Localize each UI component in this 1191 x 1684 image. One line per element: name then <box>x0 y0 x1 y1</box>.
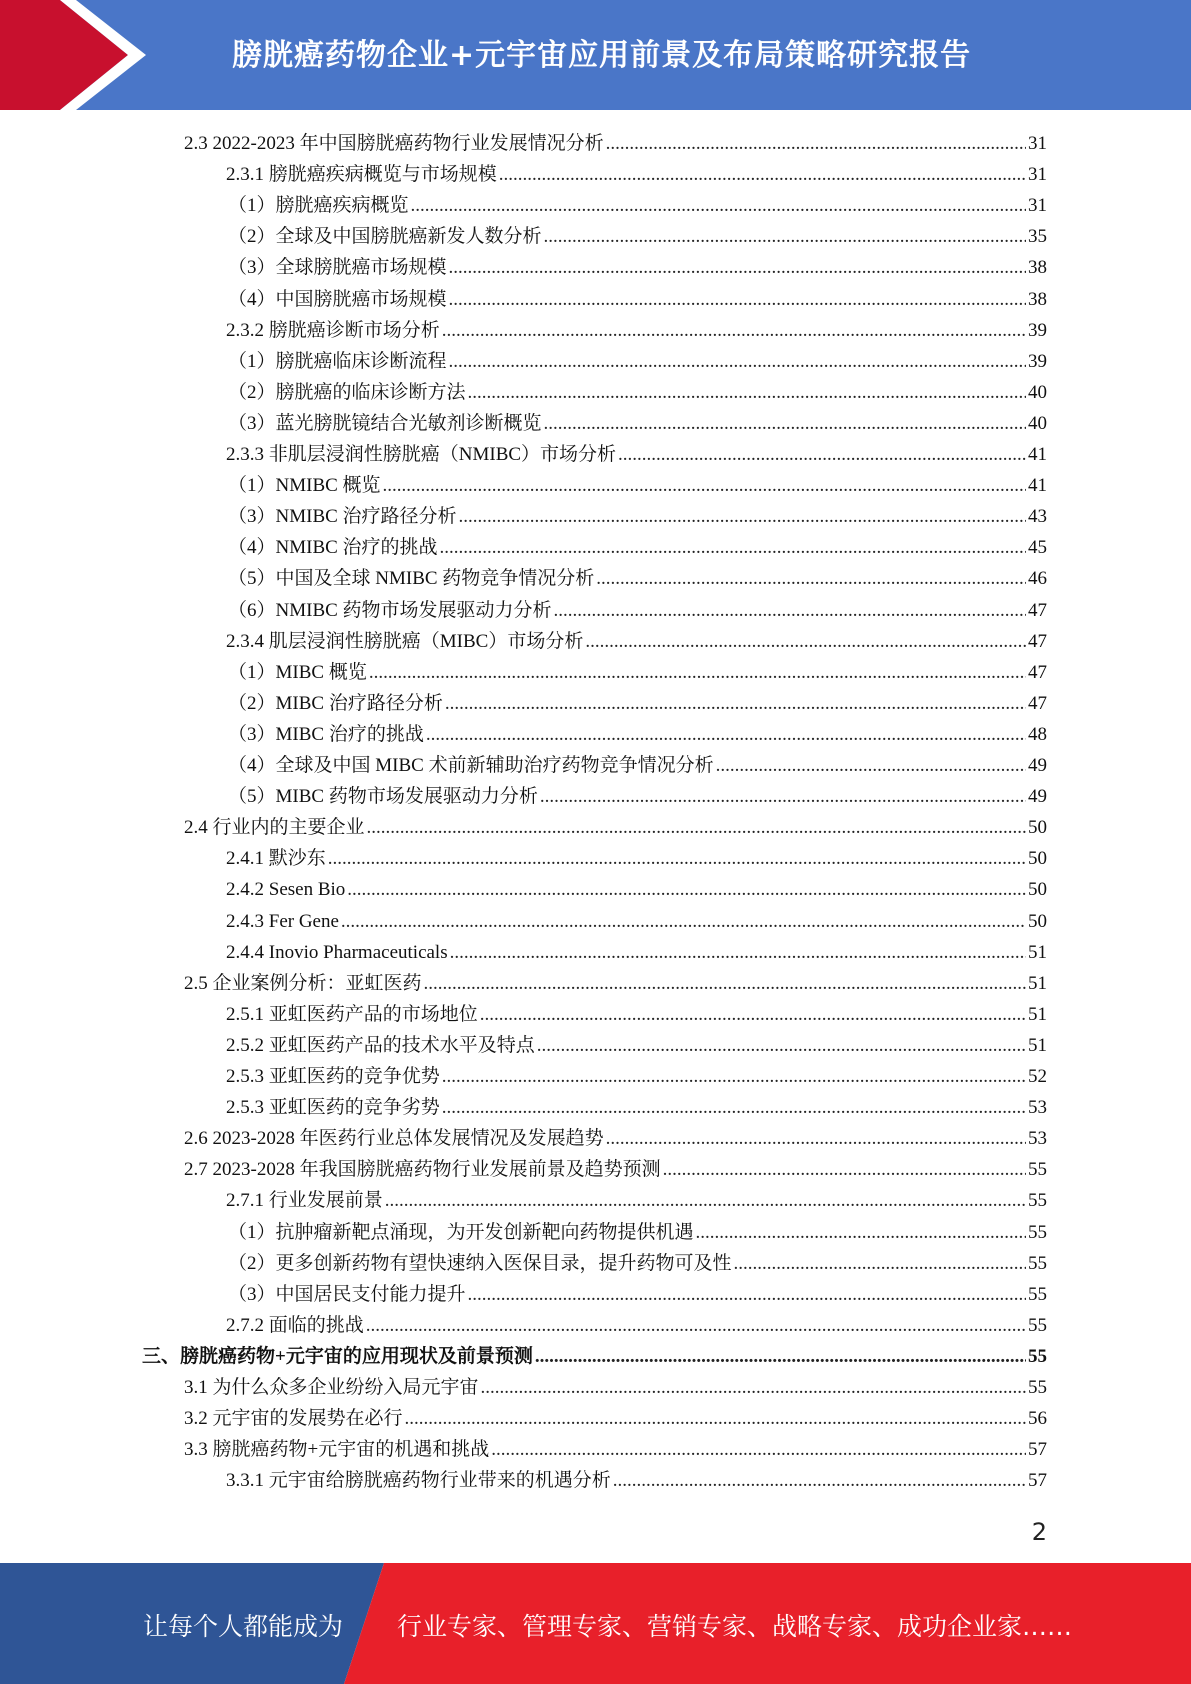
toc-entry-page: 49 <box>1028 786 1047 808</box>
toc-entry-page: 57 <box>1028 1470 1047 1492</box>
footer-banner <box>0 1563 1191 1684</box>
toc-leader-dots <box>468 377 1026 408</box>
toc-leader-dots <box>445 688 1026 719</box>
toc-entry-page: 51 <box>1028 1003 1047 1025</box>
toc-entry[interactable] <box>228 1248 1047 1279</box>
toc-entry-page: 47 <box>1028 692 1047 714</box>
toc-leader-dots <box>618 439 1026 470</box>
toc-entry-page: 50 <box>1028 879 1047 901</box>
toc-leader-dots <box>450 937 1026 968</box>
toc-leader-dots <box>341 906 1026 937</box>
toc-entry-label: 2.5.1 亚虹医药产品的市场地位 <box>226 1003 478 1025</box>
toc-entry-label: 2.7.1 行业发展前景 <box>226 1190 383 1212</box>
footer-slogan-left: 让每个人都能成为 <box>143 1612 344 1641</box>
toc-entry-page: 48 <box>1028 723 1047 745</box>
toc-entry[interactable] <box>228 688 1047 719</box>
toc-entry-label: （3）蓝光膀胱镜结合光敏剂诊断概览 <box>228 412 542 434</box>
toc-entry-label: （2）更多创新药物有望快速纳入医保目录，提升药物可及性 <box>228 1252 732 1274</box>
toc-entry-label: （3）中国居民支付能力提升 <box>228 1283 466 1305</box>
toc-entry-label: （5）MIBC 药物市场发展驱动力分析 <box>228 786 538 808</box>
toc-leader-dots <box>367 812 1026 843</box>
toc-entry[interactable] <box>226 874 1047 905</box>
report-title: 膀胱癌药物企业+元宇宙应用前景及布局策略研究报告 <box>232 38 972 73</box>
toc-entry-page: 51 <box>1028 972 1047 994</box>
toc-entry[interactable] <box>184 128 1047 159</box>
toc-entry-page: 38 <box>1028 257 1047 279</box>
toc-entry-label: （2）全球及中国膀胱癌新发人数分析 <box>228 226 542 248</box>
toc-entry[interactable] <box>228 563 1047 594</box>
footer-slogan-right: 行业专家、管理专家、营销专家、战略专家、成功企业家…… <box>397 1612 1073 1641</box>
toc-entry-page: 55 <box>1028 1345 1047 1367</box>
toc-entry-page: 31 <box>1028 164 1047 186</box>
toc-leader-dots <box>544 408 1026 439</box>
toc-entry[interactable] <box>226 1185 1047 1216</box>
toc-leader-dots <box>540 781 1026 812</box>
toc-entry-page: 55 <box>1028 1221 1047 1243</box>
toc-entry[interactable] <box>228 750 1047 781</box>
toc-leader-dots <box>585 626 1026 657</box>
toc-entry[interactable] <box>228 190 1047 221</box>
toc-leader-dots <box>383 470 1026 501</box>
toc-leader-dots <box>449 284 1026 315</box>
toc-leader-dots <box>424 968 1026 999</box>
toc-entry[interactable] <box>228 595 1047 626</box>
toc-entry-page: 41 <box>1028 475 1047 497</box>
toc-leader-dots <box>459 501 1026 532</box>
toc-entry[interactable] <box>226 626 1047 657</box>
toc-entry-label: 3.3 膀胱癌药物+元宇宙的机遇和挑战 <box>184 1439 490 1461</box>
toc-entry-label: （1）膀胱癌疾病概览 <box>228 195 409 217</box>
toc-entry-label: 3.2 元宇宙的发展势在必行 <box>184 1408 403 1430</box>
toc-entry-label: 2.4 行业内的主要企业 <box>184 817 365 839</box>
toc-entry-page: 40 <box>1028 381 1047 403</box>
toc-entry[interactable] <box>228 719 1047 750</box>
toc-entry[interactable] <box>228 470 1047 501</box>
toc-entry-label: 2.3.2 膀胱癌诊断市场分析 <box>226 319 440 341</box>
toc-entry-label: （1）膀胱癌临床诊断流程 <box>228 350 447 372</box>
toc-entry-page: 39 <box>1028 350 1047 372</box>
toc-entry[interactable] <box>226 1030 1047 1061</box>
toc-entry-page: 51 <box>1028 941 1047 963</box>
toc-entry-label: 2.7.2 面临的挑战 <box>226 1314 364 1336</box>
toc-entry-page: 50 <box>1028 817 1047 839</box>
toc-leader-dots <box>347 874 1026 905</box>
toc-leader-dots <box>544 221 1026 252</box>
toc-leader-dots <box>468 1279 1026 1310</box>
toc-entry-label: 2.3.1 膀胱癌疾病概览与市场规模 <box>226 164 497 186</box>
toc-entry-label: 2.5.3 亚虹医药的竞争劣势 <box>226 1097 440 1119</box>
toc-entry[interactable] <box>184 1403 1047 1434</box>
toc-entry[interactable] <box>226 315 1047 346</box>
toc-entry-page: 53 <box>1028 1097 1047 1119</box>
toc-leader-dots <box>734 1248 1026 1279</box>
toc-entry-page: 55 <box>1028 1314 1047 1336</box>
toc-entry-label: （2）膀胱癌的临床诊断方法 <box>228 381 466 403</box>
toc-entry-page: 39 <box>1028 319 1047 341</box>
toc-leader-dots <box>554 595 1026 626</box>
toc-entry[interactable] <box>228 377 1047 408</box>
toc-entry[interactable] <box>226 1310 1047 1341</box>
toc-entry-label: （3）NMIBC 治疗路径分析 <box>228 506 457 528</box>
toc-leader-dots <box>366 1310 1026 1341</box>
report-header <box>0 0 1191 110</box>
toc-leader-dots <box>663 1154 1026 1185</box>
toc-leader-dots <box>426 719 1026 750</box>
toc-entry[interactable] <box>228 657 1047 688</box>
toc-entry-label: 2.4.1 默沙东 <box>226 848 326 870</box>
toc-entry-page: 46 <box>1028 568 1047 590</box>
toc-leader-dots <box>696 1217 1026 1248</box>
toc-entry[interactable] <box>184 812 1047 843</box>
toc-entry-label: （1）抗肿瘤新靶点涌现，为开发创新靶向药物提供机遇 <box>228 1221 694 1243</box>
toc-entry-page: 31 <box>1028 133 1047 154</box>
toc-entry[interactable] <box>228 408 1047 439</box>
toc-leader-dots <box>405 1403 1026 1434</box>
toc-entry[interactable] <box>226 843 1047 874</box>
toc-entry-label: （1）NMIBC 概览 <box>228 475 381 497</box>
toc-entry-label: 3.3.1 元宇宙给膀胱癌药物行业带来的机遇分析 <box>226 1470 611 1492</box>
toc-leader-dots <box>449 346 1026 377</box>
toc-entry-page: 49 <box>1028 755 1047 776</box>
toc-entry-label: （1）MIBC 概览 <box>228 661 367 683</box>
toc-entry-page: 31 <box>1028 195 1047 217</box>
toc-entry[interactable] <box>226 439 1047 470</box>
toc-leader-dots <box>537 1030 1026 1061</box>
toc-entry-page: 55 <box>1028 1377 1047 1398</box>
toc-leader-dots <box>442 315 1026 346</box>
toc-entry-label: 2.4.3 Fer Gene <box>226 910 339 932</box>
toc-leader-dots <box>480 999 1026 1030</box>
toc-entry-page: 35 <box>1028 226 1047 248</box>
toc-leader-dots <box>535 1341 1026 1372</box>
toc-entry[interactable] <box>226 1465 1047 1496</box>
toc-entry-page: 50 <box>1028 848 1047 870</box>
toc-entry-page: 45 <box>1028 537 1047 559</box>
toc-leader-dots <box>716 750 1026 781</box>
toc-entry-label: 2.3.3 非肌层浸润性膀胱癌（NMIBC）市场分析 <box>226 444 617 465</box>
toc-entry-label: （3）全球膀胱癌市场规模 <box>228 257 447 279</box>
toc-leader-dots <box>499 159 1026 190</box>
toc-entry-page: 40 <box>1028 412 1047 434</box>
toc-entry[interactable] <box>228 1217 1047 1248</box>
toc-entry-label: （4）NMIBC 治疗的挑战 <box>228 537 438 559</box>
page-number: 2 <box>1031 1518 1047 1546</box>
toc-entry-label: 2.3 2022-2023 年中国膀胱癌药物行业发展情况分析 <box>184 133 604 154</box>
toc-leader-dots <box>442 1061 1026 1092</box>
toc-entry-label: （4）全球及中国 MIBC 术前新辅助治疗药物竞争情况分析 <box>228 755 714 776</box>
toc-entry-page: 51 <box>1028 1034 1047 1056</box>
toc-leader-dots <box>369 657 1026 688</box>
toc-entry[interactable] <box>184 1434 1047 1465</box>
toc-entry[interactable] <box>184 1123 1047 1154</box>
toc-entry[interactable] <box>228 346 1047 377</box>
toc-entry-page: 47 <box>1028 599 1047 621</box>
toc-leader-dots <box>481 1372 1026 1403</box>
toc-leader-dots <box>442 1092 1026 1123</box>
toc-entry-label: 3.1 为什么众多企业纷纷入局元宇宙 <box>184 1377 479 1398</box>
toc-entry-page: 50 <box>1028 910 1047 932</box>
toc-entry-page: 55 <box>1028 1252 1047 1274</box>
toc-entry[interactable] <box>228 252 1047 283</box>
toc-entry[interactable] <box>228 781 1047 812</box>
toc-entry[interactable] <box>226 159 1047 190</box>
toc-entry-label: （6）NMIBC 药物市场发展驱动力分析 <box>228 599 552 621</box>
toc-leader-dots <box>385 1185 1026 1216</box>
toc-entry-page: 55 <box>1028 1159 1047 1181</box>
toc-entry-label: 三、膀胱癌药物+元宇宙的应用现状及前景预测 <box>142 1345 533 1367</box>
toc-entry-label: 2.4.2 Sesen Bio <box>226 879 346 901</box>
toc-leader-dots <box>328 843 1026 874</box>
toc-entry-page: 43 <box>1028 506 1047 528</box>
toc-entry-page: 38 <box>1028 288 1047 310</box>
toc-leader-dots <box>411 190 1026 221</box>
toc-entry[interactable] <box>228 284 1047 315</box>
toc-entry-label: （2）MIBC 治疗路径分析 <box>228 692 443 714</box>
toc-entry-page: 57 <box>1028 1439 1047 1461</box>
toc-entry[interactable] <box>226 906 1047 937</box>
toc-entry[interactable] <box>228 221 1047 252</box>
toc-entry[interactable] <box>228 532 1047 563</box>
toc-leader-dots <box>491 1434 1026 1465</box>
toc-entry-label: （3）MIBC 治疗的挑战 <box>228 723 424 745</box>
toc-entry-page: 56 <box>1028 1408 1047 1430</box>
toc-entry-label: 2.5 企业案例分析：亚虹医药 <box>184 972 422 994</box>
toc-entry-page: 53 <box>1028 1128 1047 1150</box>
toc-entry[interactable] <box>184 1372 1047 1403</box>
toc-entry[interactable] <box>184 1154 1047 1185</box>
toc-entry[interactable] <box>228 501 1047 532</box>
toc-leader-dots <box>606 128 1026 159</box>
toc-entry-page: 52 <box>1028 1066 1047 1087</box>
toc-leader-dots <box>440 532 1026 563</box>
toc-entry-label: 2.3.4 肌层浸润性膀胱癌（MIBC）市场分析 <box>226 630 584 652</box>
toc-entry-page: 47 <box>1028 661 1047 683</box>
toc-entry-label: 2.7 2023-2028 年我国膀胱癌药物行业发展前景及趋势预测 <box>184 1159 661 1181</box>
toc-entry[interactable] <box>228 1279 1047 1310</box>
toc-entry[interactable] <box>226 937 1047 968</box>
toc-leader-dots <box>613 1465 1026 1496</box>
toc-leader-dots <box>596 563 1026 594</box>
toc-entry-label: （5）中国及全球 NMIBC 药物竞争情况分析 <box>228 568 595 590</box>
toc-entry[interactable] <box>226 1092 1047 1123</box>
toc-entry-page: 55 <box>1028 1283 1047 1305</box>
toc-entry-label: 2.5.2 亚虹医药产品的技术水平及特点 <box>226 1034 535 1056</box>
toc-entry-label: （4）中国膀胱癌市场规模 <box>228 288 447 310</box>
toc-entry-page: 41 <box>1028 444 1047 465</box>
toc-entry[interactable] <box>142 1341 1047 1372</box>
toc-entry-page: 47 <box>1028 630 1047 652</box>
toc-entry[interactable] <box>226 999 1047 1030</box>
toc-entry-label: 2.6 2023-2028 年医药行业总体发展情况及发展趋势 <box>184 1128 604 1150</box>
toc-entry[interactable] <box>184 968 1047 999</box>
toc-entry-label: 2.4.4 Inovio Pharmaceuticals <box>226 941 448 963</box>
toc-leader-dots <box>449 252 1026 283</box>
toc-entry-label: 2.5.3 亚虹医药的竞争优势 <box>226 1066 440 1087</box>
toc-entry-page: 55 <box>1028 1190 1047 1212</box>
toc-entry[interactable] <box>226 1061 1047 1092</box>
header-chevron-icon <box>0 0 160 110</box>
toc-leader-dots <box>606 1123 1026 1154</box>
